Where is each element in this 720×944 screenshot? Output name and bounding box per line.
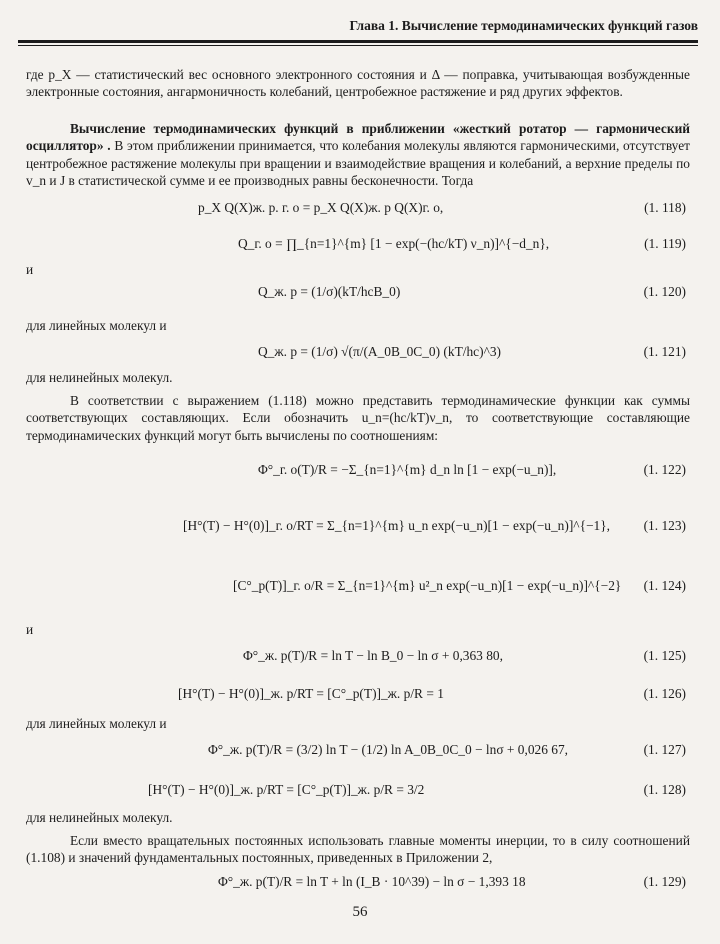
paragraph-1: где p_X — статистический вес основного электронного состояния и Δ — поправка, учитывающая возбужденные электронные состояния, ангармоничность колебаний, центробежное растяжение и ряд других эффектов. [26, 67, 690, 100]
eq-number: (1. 118) [644, 200, 686, 215]
eq-1-119-formula: Q_г. о = ∏_{n=1}^{m} [1 − exp(−(hc/kT) ν_n)]^{−d_n}, [238, 236, 550, 251]
equation-1-121 [18, 344, 698, 364]
eq-1-122-formula: Φ°_г. о(T)/R = −Σ_{n=1}^{m} d_n ln [1 − exp(−u_n)], [258, 462, 557, 477]
eq-1-129-formula: Φ°_ж. р(T)/R = ln T + ln (I_B · 10^39) − ln σ − 1,393 18 [218, 874, 526, 889]
section-heading: Вычисление термодинамических функций в приближении «жесткий ротатор — гармонический осциллятор» . [26, 121, 690, 154]
equation-1-122 [18, 462, 698, 482]
eq-number: (1. 126) [643, 686, 686, 701]
eq-1-120-formula: Q_ж. р = (1/σ)(kT/hcB_0) [258, 284, 401, 299]
equation-1-119 [18, 236, 698, 256]
equation-1-123 [18, 518, 698, 538]
eq-number: (1. 122) [643, 462, 686, 477]
text-nonlinear-molecules: для нелинейных молекул. [26, 810, 173, 825]
equation-1-129 [18, 874, 698, 894]
equation-1-124 [18, 578, 698, 598]
eq-number: (1. 129) [643, 874, 686, 889]
equation-1-128 [18, 782, 698, 802]
eq-1-118-formula: p_X Q(X)ж. р. г. о = p_X Q(X)ж. р Q(X)г. о, [198, 200, 444, 215]
text-and: и [26, 622, 34, 637]
eq-number: (1. 125) [643, 648, 686, 663]
equation-1-120 [18, 284, 698, 304]
equation-1-118 [18, 200, 698, 220]
eq-number: (1. 124) [643, 578, 686, 593]
text-linear-molecules: для линейных молекул и [26, 318, 167, 333]
eq-number: (1. 123) [643, 518, 686, 533]
equation-1-125 [18, 648, 698, 668]
paragraph-2-text: В этом приближении принимается, что колебания молекулы являются гармоническими, отсутствует центробежное растяжение молекулы при вращении и взаимодействие вращения и колебаний, а верхние пределы по v_n и J в статистической сумме и ее производных равны бесконечности. Тогда [26, 138, 690, 189]
eq-1-125-formula: Φ°_ж. р(T)/R = ln T − ln B_0 − ln σ + 0,363 80, [243, 648, 503, 663]
text-linear-molecules: для линейных молекул и [26, 716, 167, 731]
running-header: Глава 1. Вычисление термодинамических функций газов [349, 18, 698, 33]
text-nonlinear-molecules: для нелинейных молекул. [26, 370, 173, 385]
equation-1-127 [18, 742, 698, 762]
eq-1-126-formula: [H°(T) − H°(0)]_ж. р/RT = [C°_p(T)]_ж. р/R = 1 [178, 686, 444, 701]
header-rule-thin [18, 45, 698, 46]
paragraph-2 [26, 120, 690, 190]
eq-number: (1. 128) [643, 782, 686, 797]
eq-number: (1. 119) [644, 236, 686, 251]
header-rule [18, 40, 698, 43]
eq-1-123-formula: [H°(T) − H°(0)]_г. о/RT = Σ_{n=1}^{m} u_n exp(−u_n)[1 − exp(−u_n)]^{−1}, [183, 518, 611, 533]
paragraph-4: Если вместо вращательных постоянных использовать главные моменты инерции, то в силу соотношений (1.108) и значений фундаментальных постоянных, приведенных в Приложении 2, [26, 833, 690, 866]
eq-1-121-formula: Q_ж. р = (1/σ) √(π/(A_0B_0C_0) (kT/hc)^3) [258, 344, 502, 359]
page-number: 56 [352, 904, 368, 920]
eq-1-127-formula: Φ°_ж. р(T)/R = (3/2) ln T − (1/2) ln A_0B_0C_0 − lnσ + 0,026 67, [208, 742, 569, 757]
equation-1-126 [18, 686, 698, 706]
eq-number: (1. 120) [643, 284, 686, 299]
eq-number: (1. 121) [643, 344, 686, 359]
eq-1-124-formula: [C°_p(T)]_г. о/R = Σ_{n=1}^{m} u²_n exp(−u_n)[1 − exp(−u_n)]^{−2} [233, 578, 622, 593]
eq-number: (1. 127) [643, 742, 686, 757]
text-and: и [26, 262, 34, 277]
eq-1-128-formula: [H°(T) − H°(0)]_ж. р/RT = [C°_p(T)]_ж. р/R = 3/2 [148, 782, 425, 797]
paragraph-3: В соответствии с выражением (1.118) можно представить термодинамические функции как суммы соответствующих составляющих. Если обозначить u_n=(hc/kT)ν_n, то соответствующие составляющие термодинамических функций могут быть вычислены по соотношениям: [26, 393, 690, 443]
